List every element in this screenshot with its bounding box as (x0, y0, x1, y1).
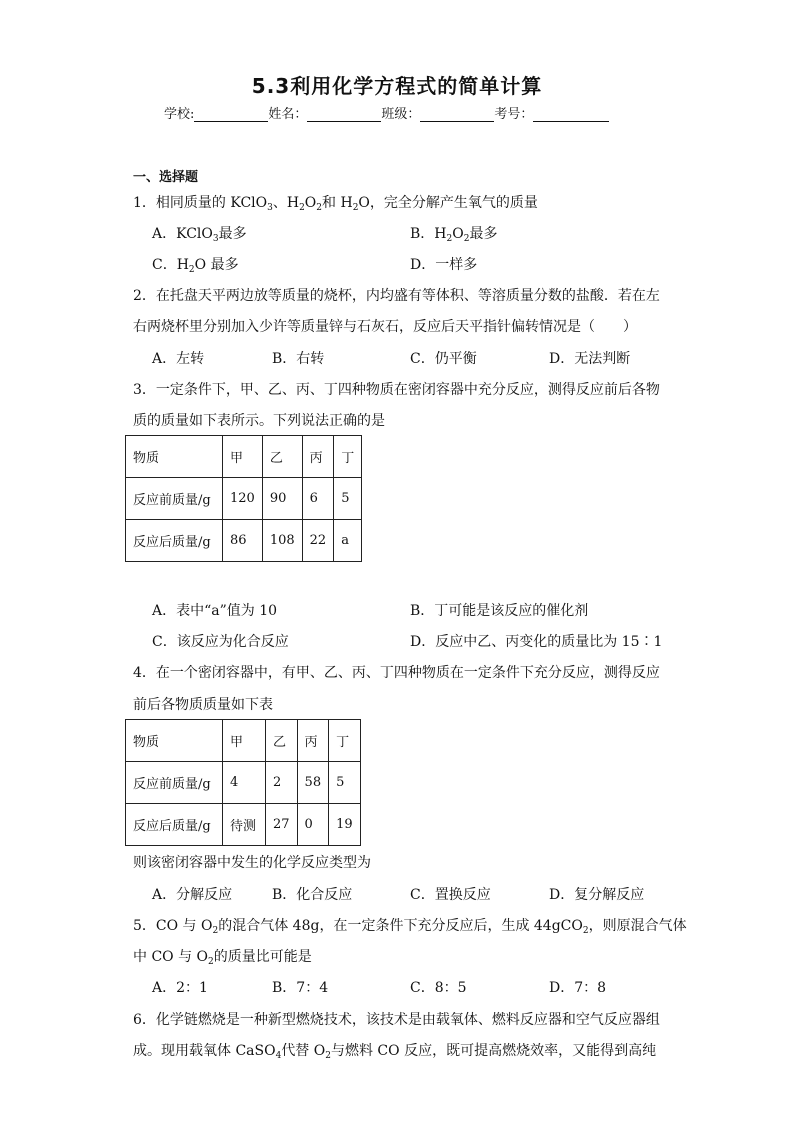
q4-data-table (125, 719, 361, 846)
q5-option-b[interactable]: B．7：4 (272, 980, 329, 996)
table-cell: 108 (262, 520, 302, 562)
table-cell: a (334, 520, 362, 562)
table-cell: 物质 (126, 720, 223, 762)
q6-stem-line2: 成。现用载氧体 CaSO$_4$代替 $O_2$与燃料 CO 反应，既可提高燃烧效率，又能得到高纯 (133, 1043, 657, 1061)
section-title: 一、选择题 (133, 170, 199, 185)
table-row (126, 804, 361, 846)
q3-option-a[interactable]: A．表中“a”值为 10 (152, 603, 278, 619)
q1-option-a[interactable]: A．KClO$_3$最多 (152, 226, 247, 244)
q4-option-d[interactable]: D．复分解反应 (549, 887, 645, 903)
q1-option-c[interactable]: C．$H_2O$ 最多 (152, 257, 239, 275)
q5-option-a[interactable]: A．2：1 (152, 980, 208, 996)
table-row (126, 478, 362, 520)
table-cell: 5 (329, 762, 361, 804)
q1-stem: 1．相同质量的 KClO$_3$、$H_2O_2$和 $H_2O$，完全分解产生氧气的质量 (133, 195, 538, 213)
table-cell: 丁 (329, 720, 361, 762)
number-blank[interactable] (533, 107, 609, 122)
q4-stem-line1: 4．在一个密闭容器中，有甲、乙、丙、丁四种物质在一定条件下充分反应，测得反应 (133, 665, 660, 681)
table-cell: 反应前质量/g (126, 762, 223, 804)
q6-stem-line1: 6．化学链燃烧是一种新型燃烧技术，该技术是由载氧体、燃料反应器和空气反应器组 (133, 1012, 660, 1028)
q2-stem-line1: 2．在托盘天平两边放等质量的烧杯，内均盛有等体积、等溶质量分数的盐酸．若在左 (133, 288, 660, 304)
table-cell: 120 (223, 478, 263, 520)
table-row (126, 762, 361, 804)
q1-option-b[interactable]: B．$H_2O_2$最多 (410, 226, 498, 244)
table-cell: 58 (297, 762, 329, 804)
q1-option-d[interactable]: D．一样多 (410, 257, 478, 273)
page-title: 5.3利用化学方程式的简单计算 (251, 74, 543, 98)
table-cell: 乙 (266, 720, 298, 762)
table-row (126, 720, 361, 762)
table-cell: 22 (302, 520, 334, 562)
table-cell: 27 (266, 804, 298, 846)
q4-option-b[interactable]: B．化合反应 (272, 887, 353, 903)
table-cell: 90 (262, 478, 302, 520)
class-blank[interactable] (420, 107, 494, 122)
table-cell: 6 (302, 478, 334, 520)
table-cell: 丁 (334, 436, 362, 478)
q3-stem-line1: 3．一定条件下，甲、乙、丙、丁四种物质在密闭容器中充分反应，测得反应前后各物 (133, 382, 660, 398)
q3-data-table (125, 435, 362, 562)
q5-stem-line1: 5．CO 与 $O_2$的混合气体 48g，在一定条件下充分反应后，生成 44gCO$_2$，则原混合气体 (133, 918, 687, 936)
q2-option-b[interactable]: B．右转 (272, 351, 325, 367)
table-cell: 反应后质量/g (126, 520, 223, 562)
table-cell: 甲 (223, 720, 266, 762)
q2-option-d[interactable]: D．无法判断 (549, 351, 631, 367)
table-cell: 4 (223, 762, 266, 804)
table-row (126, 436, 362, 478)
table-cell: 19 (329, 804, 361, 846)
q5-option-c[interactable]: C．8：5 (410, 980, 467, 996)
q5-stem-line2: 中 CO 与 $O_2$的质量比可能是 (133, 949, 312, 967)
table-row (126, 520, 362, 562)
q3-stem-line2: 质的质量如下表所示。下列说法正确的是 (133, 413, 385, 429)
q2-option-c[interactable]: C．仍平衡 (410, 351, 477, 367)
table-cell: 甲 (223, 436, 263, 478)
school-blank[interactable] (194, 107, 268, 122)
table-cell: 物质 (126, 436, 223, 478)
q3-option-b[interactable]: B．丁可能是该反应的催化剂 (410, 603, 589, 619)
table-cell: 2 (266, 762, 298, 804)
table-cell: 丙 (297, 720, 329, 762)
q3-option-c[interactable]: C．该反应为化合反应 (152, 634, 289, 650)
q4-option-c[interactable]: C．置换反应 (410, 887, 491, 903)
q2-option-a[interactable]: A．左转 (152, 351, 205, 367)
q4-option-a[interactable]: A．分解反应 (152, 887, 233, 903)
student-info-row (164, 103, 609, 122)
table-cell: 待测 (223, 804, 266, 846)
table-cell: 丙 (302, 436, 334, 478)
table-cell: 5 (334, 478, 362, 520)
table-cell: 乙 (262, 436, 302, 478)
q3-option-d[interactable]: D．反应中乙、丙变化的质量比为 15∶1 (410, 634, 663, 650)
class-label: 班级： (381, 107, 421, 122)
q5-option-d[interactable]: D．7：8 (549, 980, 607, 996)
name-blank[interactable] (307, 107, 381, 122)
q4-stem-line2: 前后各物质质量如下表 (133, 697, 273, 713)
q4-stem-line3: 则该密闭容器中发生的化学反应类型为 (133, 855, 371, 871)
q2-stem-line2: 右两烧杯里分别加入少许等质量锌与石灰石，反应后天平指针偏转情况是（ ） (133, 319, 637, 335)
table-cell: 反应后质量/g (126, 804, 223, 846)
table-cell: 0 (297, 804, 329, 846)
name-label: 姓名： (268, 107, 308, 122)
number-label: 考号： (494, 107, 534, 122)
school-label: 学校: (164, 107, 195, 122)
table-cell: 反应前质量/g (126, 478, 223, 520)
table-cell: 86 (223, 520, 263, 562)
